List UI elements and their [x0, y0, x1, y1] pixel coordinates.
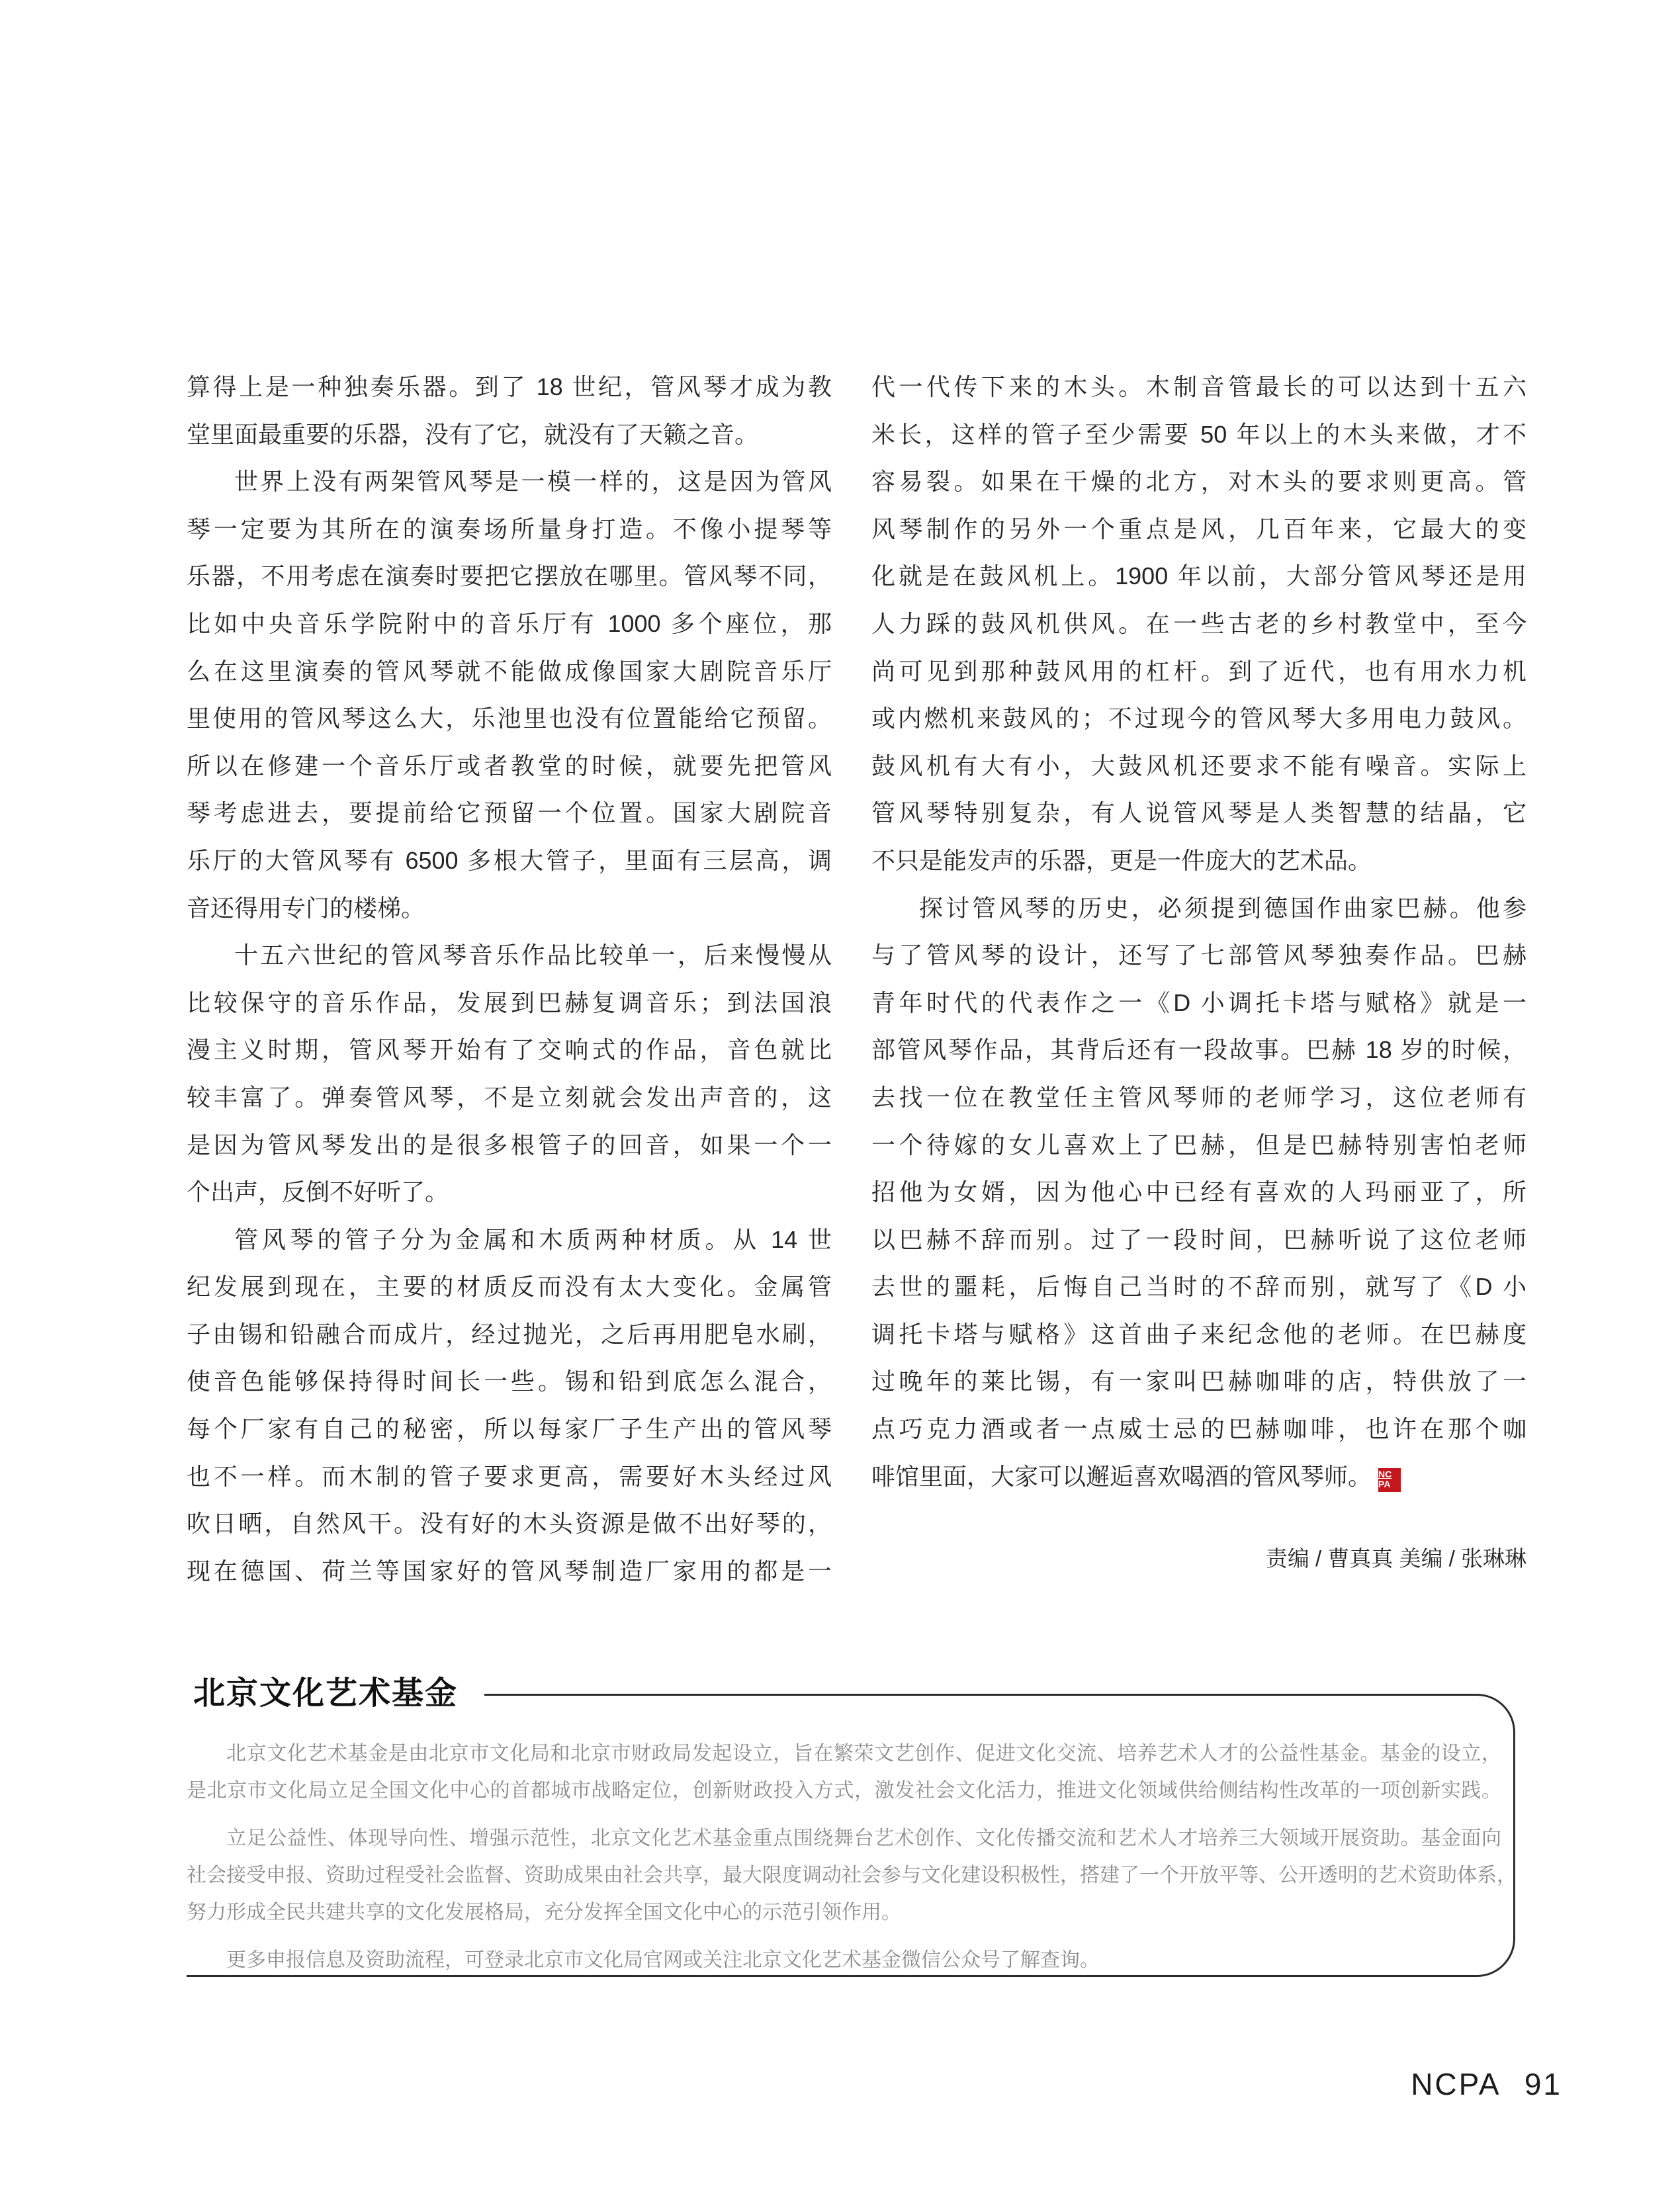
text-line: 青年时代的代表作之一《D 小调托卡塔与赋格》就是一	[871, 988, 1526, 1016]
text-line: 尚可见到那种鼓风用的杠杆。到了近代，也有用水力机	[871, 657, 1526, 685]
text-line: 去世的噩耗，后悔自己当时的不辞而别，就写了《D 小	[871, 1273, 1526, 1301]
text-line: 里使用的管风琴这么大，乐池里也没有位置能给它预留。	[187, 705, 832, 732]
ncpa-seal-text-bottom: PA	[1378, 1478, 1391, 1489]
text-line: 所以在修建一个音乐厅或者教堂的时候，就要先把管风	[187, 752, 832, 779]
article-left-column	[187, 363, 832, 1595]
text-line: 吹日晒，自然风干。没有好的木头资源是做不出好琴的，	[187, 1510, 832, 1538]
text-line: 过晚年的莱比锡，有一家叫巴赫咖啡的店，特供放了一	[871, 1368, 1526, 1395]
text-line: 一个待嫁的女儿喜欢上了巴赫，但是巴赫特别害怕老师	[871, 1131, 1526, 1159]
text-line: 管风琴的管子分为金属和木质两种材质。从 14 世	[234, 1225, 832, 1253]
text-line: 琴一定要为其所在的演奏场所量身打造。不像小提琴等	[187, 515, 832, 543]
paragraph	[187, 1820, 1517, 1931]
text-line: 不只是能发声的乐器，更是一件庞大的艺术品。	[871, 846, 1372, 874]
text-line: 较丰富了。弹奏管风琴，不是立刻就会发出声音的，这	[187, 1083, 832, 1111]
text-line: 么在这里演奏的管风琴就不能做成像国家大剧院音乐厅	[187, 657, 832, 685]
text-line: 更多申报信息及资助流程，可登录北京市文化局官网或关注北京文化艺术基金微信公众号了解查询。	[226, 1949, 1100, 1971]
text-line: 是北京市文化局立足全国文化中心的首都城市战略定位，创新财政投入方式，激发社会文化活力，推进文化领域供给侧结构性改革的一项创新实践。	[187, 1780, 1501, 1802]
text-line: 世界上没有两架管风琴是一模一样的，这是因为管风	[234, 468, 832, 496]
text-line: 点巧克力酒或者一点威士忌的巴赫咖啡，也许在那个咖	[871, 1415, 1526, 1443]
text-line: 人力踩的鼓风机供风。在一些古老的乡村教堂中，至今	[871, 609, 1526, 637]
text-line: 子由锡和铅融合而成片，经过抛光，之后再用肥皂水刷，	[187, 1320, 832, 1348]
text-line: 个出声，反倒不好听了。	[187, 1178, 449, 1206]
paragraph	[187, 363, 832, 458]
text-line: 代一代传下来的木头。木制音管最长的可以达到十五六	[871, 373, 1526, 400]
text-line: 部管风琴作品，其背后还有一段故事。巴赫 18 岁的时候，	[871, 1036, 1526, 1064]
text-line: 啡馆里面，大家可以邂逅喜欢喝酒的管风琴师。 $\frac{NC}{PA}$	[871, 1453, 1526, 1501]
text-line: 去找一位在教堂任主管风琴师的老师学习，这位老师有	[871, 1083, 1526, 1111]
text-line: 漫主义时期，管风琴开始有了交响式的作品，音色就比	[187, 1036, 832, 1064]
text-line: 立足公益性、体现导向性、增强示范性，北京文化艺术基金重点围绕舞台艺术创作、文化传播交流和艺术人才培养三大领域开展资助。基金面向	[226, 1827, 1501, 1849]
text-line: 招他为女婿，因为他心中已经有喜欢的人玛丽亚了，所	[871, 1178, 1526, 1206]
text-line: 鼓风机有大有小，大鼓风机还要求不能有噪音。实际上	[871, 752, 1526, 779]
text-line: 化就是在鼓风机上。1900 年以前，大部分管风琴还是用	[871, 562, 1526, 590]
paragraph	[187, 1216, 832, 1595]
text-line: 现在德国、荷兰等国家好的管风琴制造厂家用的都是一	[187, 1557, 832, 1585]
paragraph	[187, 932, 832, 1216]
text-line: 使音色能够保持得时间长一些。锡和铅到底怎么混合，	[187, 1368, 832, 1395]
text-line: 米长，这样的管子至少需要 50 年以上的木头来做，才不	[871, 420, 1526, 448]
text-line: 纪发展到现在，主要的材质反而没有太大变化。金属管	[187, 1273, 832, 1301]
ncpa-seal-icon	[1378, 1468, 1401, 1492]
text-line: 探讨管风琴的历史，必须提到德国作曲家巴赫。他参	[919, 894, 1526, 922]
editor-credit: 责编 / 曹真真 美编 / 张琳琳	[1265, 1546, 1526, 1571]
text-line: 社会接受申报、资助过程受社会监督、资助成果由社会共享，最大限度调动社会参与文化建设积极性，搭建了一个开放平等、公开透明的艺术资助体系，	[187, 1864, 1517, 1886]
text-line: 十五六世纪的管风琴音乐作品比较单一，后来慢慢从	[234, 941, 832, 969]
paragraph	[187, 1942, 1501, 1979]
fund-box-title: 北京文化艺术基金	[187, 1673, 484, 1715]
text-line: 乐厅的大管风琴有 6500 多根大管子，里面有三层高，调	[187, 846, 832, 874]
ncpa-seal-text-top: NC	[1378, 1468, 1392, 1479]
paragraph	[187, 458, 832, 932]
text-line: 每个厂家有自己的秘密，所以每家厂子生产出的管风琴	[187, 1415, 832, 1443]
text-line: 北京文化艺术基金是由北京市文化局和北京市财政局发起设立，旨在繁荣文艺创作、促进文化交流、培养艺术人才的公益性基金。基金的设立，	[226, 1743, 1501, 1765]
text-line: 管风琴特别复杂，有人说管风琴是人类智慧的结晶，它	[871, 799, 1526, 827]
article-right-column	[871, 363, 1526, 1500]
text-line: 调托卡塔与赋格》这首曲子来纪念他的老师。在巴赫度	[871, 1320, 1526, 1348]
text-line: 乐器，不用考虑在演奏时要把它摆放在哪里。管风琴不同，	[187, 562, 832, 590]
text-line: 与了管风琴的设计，还写了七部管风琴独奏作品。巴赫	[871, 941, 1526, 969]
text-line: 音还得用专门的楼梯。	[187, 894, 425, 922]
text-line: 琴考虑进去，要提前给它预留一个位置。国家大剧院音	[187, 799, 832, 827]
text-line: 或内燃机来鼓风的；不过现今的管风琴大多用电力鼓风。	[871, 705, 1526, 732]
paragraph	[871, 885, 1526, 1501]
page-number: NCPA 91	[1411, 2067, 1562, 2101]
text-line: 堂里面最重要的乐器，没有了它，就没有了天籁之音。	[187, 420, 759, 448]
text-line: 算得上是一种独奏乐器。到了 18 世纪，管风琴才成为教	[187, 373, 832, 400]
text-line: 容易裂。如果在干燥的北方，对木头的要求则更高。管	[871, 468, 1526, 496]
text-line: 是因为管风琴发出的是很多根管子的回音，如果一个一	[187, 1131, 832, 1159]
text-line: 比较保守的音乐作品，发展到巴赫复调音乐；到法国浪	[187, 988, 832, 1016]
text-line: 以巴赫不辞而别。过了一段时间，巴赫听说了这位老师	[871, 1225, 1526, 1253]
text-line: 也不一样。而木制的管子要求更高，需要好木头经过风	[187, 1462, 832, 1490]
text-line: 努力形成全民共建共享的文化发展格局，充分发挥全国文化中心的示范引领作用。	[187, 1902, 901, 1923]
fund-box-content	[187, 1696, 1517, 1979]
paragraph	[871, 363, 1526, 885]
text-line: 比如中央音乐学院附中的音乐厅有 1000 多个座位，那	[187, 609, 832, 637]
fund-box	[187, 1694, 1515, 1977]
text-line: 风琴制作的另外一个重点是风，几百年来，它最大的变	[871, 515, 1526, 543]
paragraph	[187, 1735, 1501, 1810]
